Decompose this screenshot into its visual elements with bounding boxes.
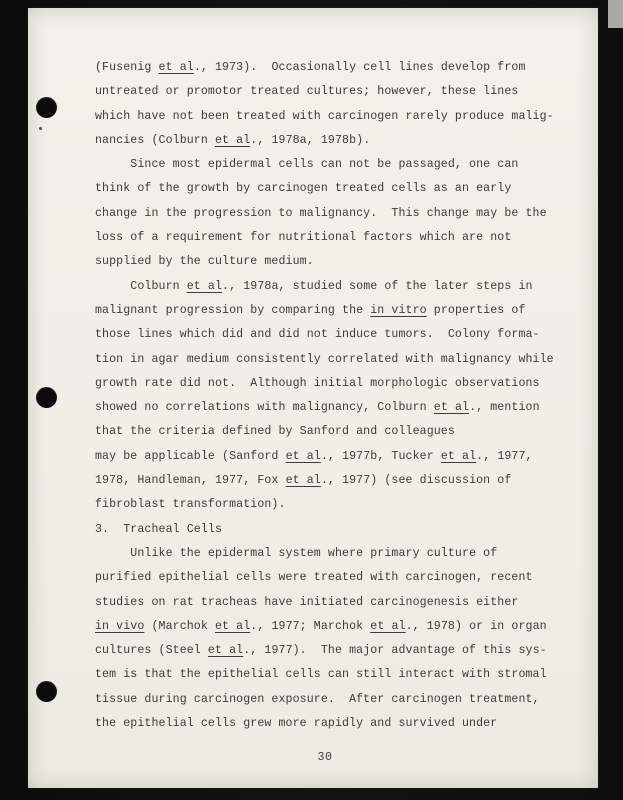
text-segment: ., 1978a, studied some of the later steps in xyxy=(222,279,533,293)
text-line xyxy=(95,518,555,542)
punch-hole-middle xyxy=(36,387,57,408)
text-segment: malignant progression by comparing the xyxy=(95,303,371,317)
text-line xyxy=(95,226,555,250)
text-segment: Colburn xyxy=(95,279,187,293)
text-line xyxy=(95,420,555,444)
text-line xyxy=(95,493,555,517)
text-segment: showed no correlations with malignancy, Colburn xyxy=(95,401,434,415)
text-segment: loss of a requirement for nutritional factors which are not xyxy=(95,231,512,245)
underlined-text: in vitro xyxy=(370,303,427,317)
text-line xyxy=(95,639,555,663)
text-segment: ., 1973). Occasionally cell lines develop from xyxy=(193,61,526,74)
underlined-text: et al xyxy=(214,133,251,147)
underlined-text: et al xyxy=(207,644,244,658)
punch-hole-bottom xyxy=(36,681,57,702)
text-line xyxy=(95,177,555,201)
text-line xyxy=(95,202,555,226)
text-segment: nancies (Colburn xyxy=(95,133,215,147)
text-line xyxy=(95,299,555,323)
scan-corner-artifact xyxy=(608,0,623,28)
punch-hole-top xyxy=(36,97,57,118)
underlined-text: et al xyxy=(433,401,470,415)
underlined-text: et al xyxy=(370,619,406,633)
text-segment: supplied by the culture medium. xyxy=(95,255,314,269)
text-segment: 1978, Handleman, 1977, Fox xyxy=(95,474,286,488)
text-segment: ., 1977). The major advantage of this sys- xyxy=(243,644,547,658)
text-segment: those lines which did and did not induce tumors. Colony forma- xyxy=(95,328,540,342)
text-line xyxy=(95,80,555,104)
document-text xyxy=(95,56,555,764)
underlined-text: et al xyxy=(285,474,321,488)
text-segment: tissue during carcinogen exposure. After carcinogen treatment, xyxy=(95,692,540,706)
text-segment: think of the growth by carcinogen treated cells as an early xyxy=(95,182,512,196)
text-line xyxy=(95,323,555,347)
text-segment: may be applicable (Sanford xyxy=(95,449,286,463)
text-segment: Since most epidermal cells can not be passaged, one can xyxy=(95,158,519,172)
document-lines xyxy=(95,56,555,736)
text-segment: ., mention xyxy=(469,401,540,415)
text-line xyxy=(95,396,555,420)
text-line xyxy=(95,56,555,80)
text-segment: purified epithelial cells were treated with carcinogen, recent xyxy=(95,571,533,585)
page-number: 30 xyxy=(317,751,333,765)
text-line xyxy=(95,469,555,493)
text-line xyxy=(95,566,555,590)
text-segment: cultures (Steel xyxy=(95,644,208,658)
text-segment: ., 1978) or in organ xyxy=(405,619,547,633)
text-segment: change in the progression to malignancy. This change may be the xyxy=(95,206,547,220)
text-line xyxy=(95,663,555,687)
document-page xyxy=(28,8,598,788)
text-line xyxy=(95,129,555,153)
underlined-text: et al xyxy=(158,61,194,74)
text-line xyxy=(95,372,555,396)
text-segment: ., 1977) (see discussion of xyxy=(320,474,512,488)
text-line xyxy=(95,688,555,712)
text-segment: fibroblast transformation). xyxy=(95,498,286,512)
text-line xyxy=(95,105,555,129)
ink-dot xyxy=(39,127,42,130)
text-line xyxy=(95,542,555,566)
text-segment: (Fusenig xyxy=(95,61,159,74)
text-segment: growth rate did not. Although initial morphologic observations xyxy=(95,376,540,390)
underlined-text: et al xyxy=(214,619,251,633)
text-segment: 3. Tracheal Cells xyxy=(95,522,223,536)
underlined-text: et al xyxy=(440,449,477,463)
text-segment: properties of xyxy=(426,303,526,317)
underlined-text: et al xyxy=(186,279,223,293)
text-segment: that the criteria defined by Sanford and colleagues xyxy=(95,425,455,439)
text-segment: which have not been treated with carcinogen rarely produce malig- xyxy=(95,109,554,123)
text-segment: (Marchok xyxy=(144,619,215,633)
text-line xyxy=(95,275,555,299)
text-line xyxy=(95,615,555,639)
text-segment: ., 1977b, Tucker xyxy=(320,449,441,463)
text-line xyxy=(95,348,555,372)
underlined-text: in vivo xyxy=(95,619,145,633)
text-segment: ., 1977; Marchok xyxy=(250,619,371,633)
text-line xyxy=(95,250,555,274)
text-line xyxy=(95,712,555,736)
text-line xyxy=(95,445,555,469)
underlined-text: et al xyxy=(285,449,321,463)
text-segment: tion in agar medium consistently correlated with malignancy while xyxy=(95,352,554,366)
text-line xyxy=(95,153,555,177)
text-segment: untreated or promotor treated cultures; however, these lines xyxy=(95,85,519,99)
text-segment: ., 1977, xyxy=(476,449,533,463)
text-segment: ., 1978a, 1978b). xyxy=(250,133,371,147)
text-segment: studies on rat tracheas have initiated carcinogenesis either xyxy=(95,595,519,609)
text-line xyxy=(95,591,555,615)
text-segment: the epithelial cells grew more rapidly and survived under xyxy=(95,717,498,731)
text-segment: Unlike the epidermal system where primary culture of xyxy=(95,546,498,560)
text-segment: tem is that the epithelial cells can still interact with stromal xyxy=(95,668,547,682)
